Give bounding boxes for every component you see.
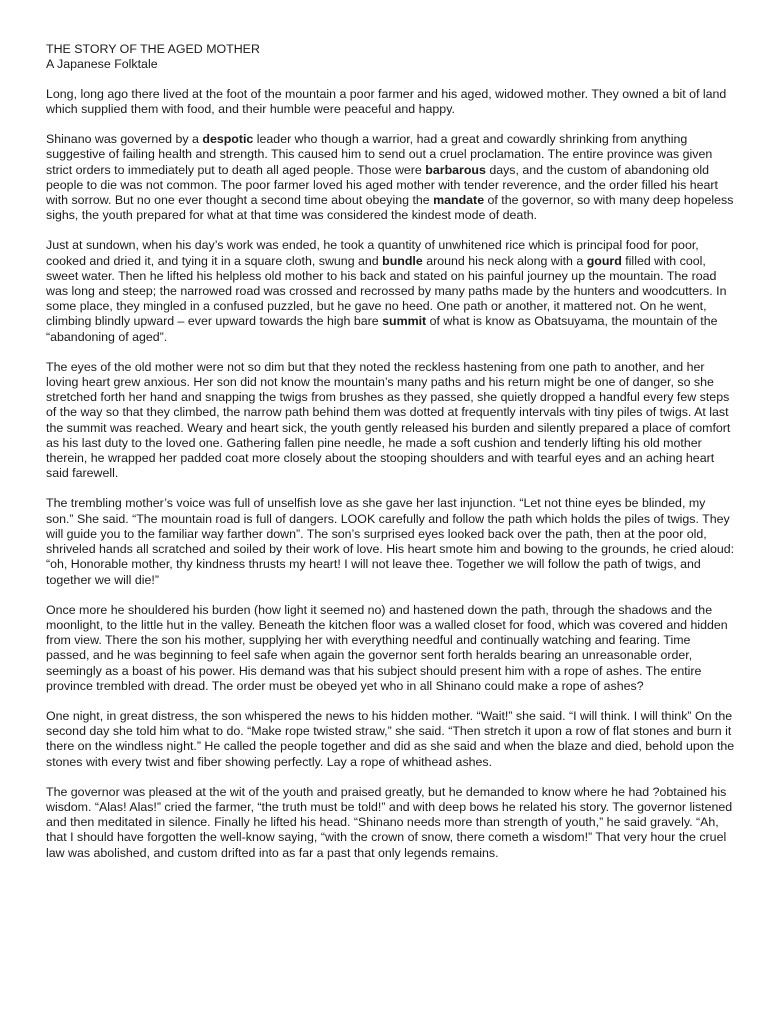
bold-vocabulary-word: mandate xyxy=(433,193,485,208)
bold-vocabulary-word: barbarous xyxy=(425,162,486,177)
bold-vocabulary-word: despotic xyxy=(202,132,254,147)
story-paragraph xyxy=(46,238,736,344)
story-body xyxy=(46,87,736,861)
paragraph-text: of what is know as Obatsuyama, the mountain of the “abandoning of aged”. xyxy=(46,314,718,344)
story-title: THE STORY OF THE AGED MOTHER xyxy=(46,42,260,56)
story-paragraph xyxy=(46,709,736,770)
story-paragraph xyxy=(46,785,736,861)
story-subtitle: A Japanese Folktale xyxy=(46,57,158,72)
paragraph-text: days, and the custom of abandoning old people to die was not common. The poor farmer loved his aged mother with tender reverence, and the order filled his heart with sorrow. But no one ever thought a second time about obeying the xyxy=(46,162,718,208)
paragraph-text: leader who though a warrior, had a great and cowardly shrinking from anything suggestive of failing health and strength. This caused him to send out a cruel proclamation. The entire province was given strict orders to immediately put to death all aged people. Those were xyxy=(46,132,713,177)
paragraph-text: The eyes of the old mother were not so dim but that they noted the reckless hastening from one path to another, and her loving heart grew anxious. Her son did not know the mountain’s many paths and his return might be one of danger, so she stretched forth her hand and snapping the twigs from brushes as they passed, she quietly dropped a handful every few steps of the way so that they climbed, the narrow path behind them was dotted at frequently intervals with tiny piles of twigs. At last the summit was reached. Weary and heart sick, the youth gently released his burden and silently prepared a place of comfort as his last duty to the loved one. Gathering fallen pine needle, he made a soft cushion and tenderly lifting his old mother therein, he wrapped her padded coat more closely about the stooping shoulders and with tearful eyes and an aching heart said farewell. xyxy=(46,359,731,481)
paragraph-text: The governor was pleased at the wit of the youth and praised greatly, but he demanded to know where he had ?obtained his wisdom. “Alas! Alas!” cried the farmer, “the truth must be told!” and with deep bows he related his story. The governor listened and then meditated in silence. Finally he lifted his head. “Shinano needs more than strength of youth,” he said gravely. “Ah, that I should have forgotten the well-know saying, “with the crown of snow, there cometh a wisdom!” That very hour the cruel law was abolished, and custom drifted into as far a past that only legends remains. xyxy=(46,784,733,860)
story-paragraph xyxy=(46,603,736,694)
story-paragraph xyxy=(46,132,736,223)
bold-vocabulary-word: bundle xyxy=(382,253,423,268)
paragraph-text: Long, long ago there lived at the foot of the mountain a poor farmer and his aged, widowed mother. They owned a bit of land which supplied them with food, and their humble were peaceful and happy. xyxy=(46,86,727,117)
paragraph-text: filled with cool, sweet water. Then he lifted his helpless old mother to his back and stated on his painful journey up the mountain. The road was long and steep; the narrowed road was crossed and recrossed by many paths made by the hunters and woodcutters. In some place, they mingled in a confused puzzled, but he gave no heed. One path or another, it mattered not. On he went, climbing blindly upward – ever upward towards the high bare xyxy=(46,253,727,329)
story-paragraph xyxy=(46,360,736,482)
paragraph-text: One night, in great distress, the son whispered the news to his hidden mother. “Wait!” she said. “I will think. I will think” On the second day she told him what to do. “Make rope twisted straw,” she said. “Then stretch it upon a row of flat stones and burn it there on the windless night.” He called the people together and did as she said and when the blaze and died, behold upon the stones with every twist and fiber showing perfectly. Lay a rope of whithead ashes. xyxy=(46,708,735,769)
paragraph-text: around his neck along with a xyxy=(422,253,587,268)
paragraph-text: The trembling mother’s voice was full of unselfish love as she gave her last injunction. “Let not thine eyes be blinded, my son.” She said. “The mountain road is full of dangers. LOOK carefully and follow the path which holds the piles of twigs. They will guide you to the familiar way farther down”. The son’s surprised eyes looked back over the path, then at the poor old, shriveled hands all scratched and soiled by their work of love. His heart smote him and bowing to the grounds, he cried aloud: “oh, Honorable mother, thy kindness thrusts my heart! I will not leave thee. Together we will follow the path of twigs, and together we will die!” xyxy=(46,496,735,587)
story-paragraph xyxy=(46,87,736,117)
document-page xyxy=(46,42,736,861)
paragraph-text: Once more he shouldered his burden (how light it seemed no) and hastened down the path, through the shadows and the moonlight, to the little hut in the valley. Beneath the kitchen floor was a walled closet for food, which was covered and hidden from view. There the son his mother, supplying her with everything needful and continually watching and fearing. Time passed, and he was beginning to feel safe when again the governor sent forth heralds bearing an unreasonable order, seemingly as a boast of his power. His demand was that his subject should present him with a rope of ashes. The entire province trembled with dread. The order must be obeyed yet who in all Shinano could make a rope of ashes? xyxy=(46,602,728,693)
paragraph-text: Just at sundown, when his day’s work was ended, he took a quantity of unwhitened rice which is principal food for poor, cooked and dried it, and tying it in a square cloth, swung and xyxy=(46,238,699,268)
paragraph-text: of the governor, so with many deep hopeless sighs, the youth prepared for what at that time was considered the kindest mode of death. xyxy=(46,193,734,223)
bold-vocabulary-word: gourd xyxy=(586,253,622,268)
story-paragraph xyxy=(46,496,736,587)
paragraph-text: Shinano was governed by a xyxy=(46,132,203,147)
bold-vocabulary-word: summit xyxy=(382,314,427,329)
